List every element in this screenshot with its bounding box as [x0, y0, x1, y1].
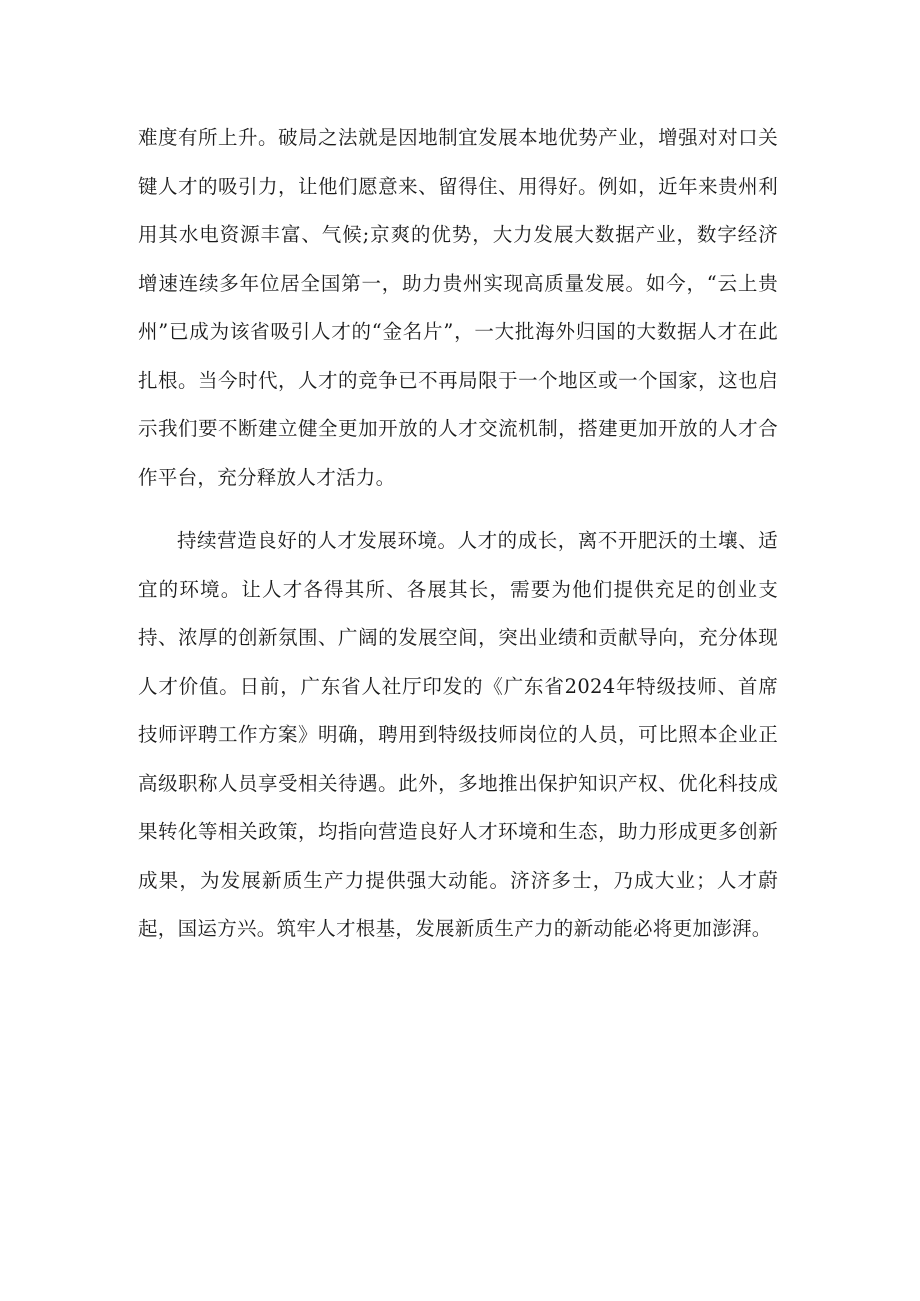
document-page: [138, 114, 778, 954]
body-paragraph-talent-environment: 持续营造良好的人才发展环境。人才的成长，离不开肥沃的土壤、适宜的环境。让人才各得其所、各展其长，需要为他们提供充足的创业支持、浓厚的创新氛围、广阔的发展空间，突出业绩和贡献导向，充分体现人才价值。日前，广东省人社厅印发的《广东省2024年特级技师、首席技师评聘工作方案》明确，聘用到特级技师岗位的人员，可比照本企业正高级职称人员享受相关待遇。此外，多地推出保护知识产权、优化科技成果转化等相关政策，均指向营造良好人才环境和生态，助力形成更多创新成果，为发展新质生产力提供强大动能。济济多士，乃成大业；人才蔚起，国运方兴。筑牢人才根基，发展新质生产力的新动能必将更加澎湃。: [138, 529, 778, 940]
body-paragraph-continued: 难度有所上升。破局之法就是因地制宜发展本地优势产业，增强对对口关键人才的吸引力，让他们愿意来、留得住、用得好。例如，近年来贵州利用其水电资源丰富、气候;京爽的优势，大力发展大数据产业，数字经济增速连续多年位居全国第一，助力贵州实现高质量发展。如今，“云上贵州”已成为该省吸引人才的“金名片”，一大批海外归国的大数据人才在此扎根。当今时代，人才的竞争已不再局限于一个地区或一个国家，这也启示我们要不断建立健全更加开放的人才交流机制，搭建更加开放的人才合作平台，充分释放人才活力。: [138, 126, 778, 489]
